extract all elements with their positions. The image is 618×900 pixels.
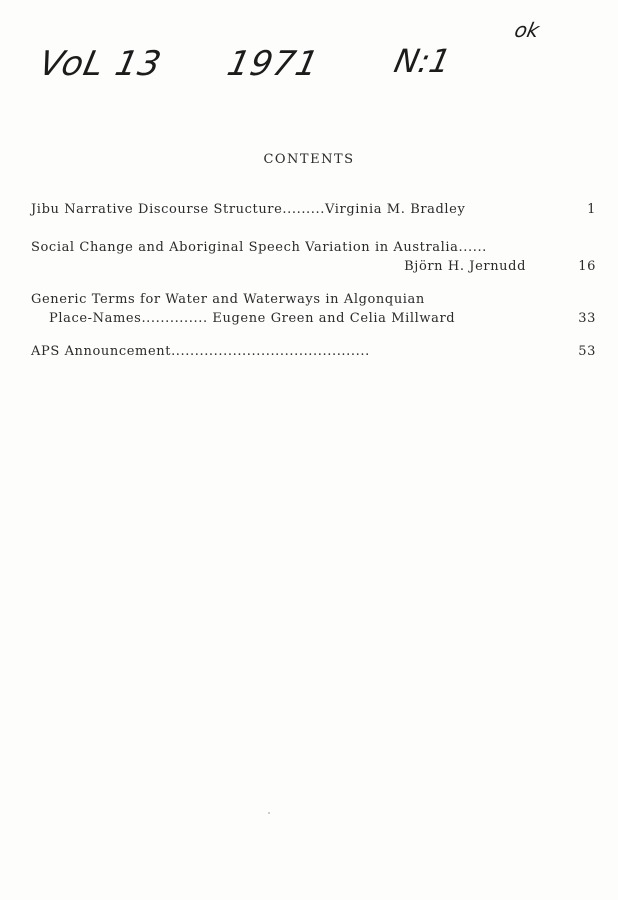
toc-entry-title: Generic Terms for Water and Waterways in Algonquian [31,292,425,307]
toc-entry [31,342,596,361]
toc-page-number: 16 [578,259,596,274]
toc-entry-title: APS Announcement.......................................... [31,344,370,359]
toc-page-number: 53 [578,344,596,359]
handwritten-volume: VoL 13 [35,44,166,84]
paper-speck [268,812,270,814]
toc-page-number: 1 [587,202,596,217]
toc-entry-title: Jibu Narrative Discourse Structure.........Virginia M. Bradley [31,202,466,217]
handwritten-ok-mark: ok [512,18,542,42]
toc-entry [31,200,596,219]
toc-entry-author: Björn H. Jernudd [404,259,526,274]
handwritten-number: N:1 [390,42,455,80]
toc-entry-title-continued: Place-Names.............. Eugene Green and Celia Millward [49,311,456,326]
contents-heading: CONTENTS [263,152,355,167]
toc-page-number: 33 [578,311,596,326]
handwritten-year: 1971 [223,44,323,84]
toc-entry [31,290,596,328]
toc-entry [31,238,596,276]
toc-entry-title: Social Change and Aboriginal Speech Variation in Australia...... [31,240,487,255]
